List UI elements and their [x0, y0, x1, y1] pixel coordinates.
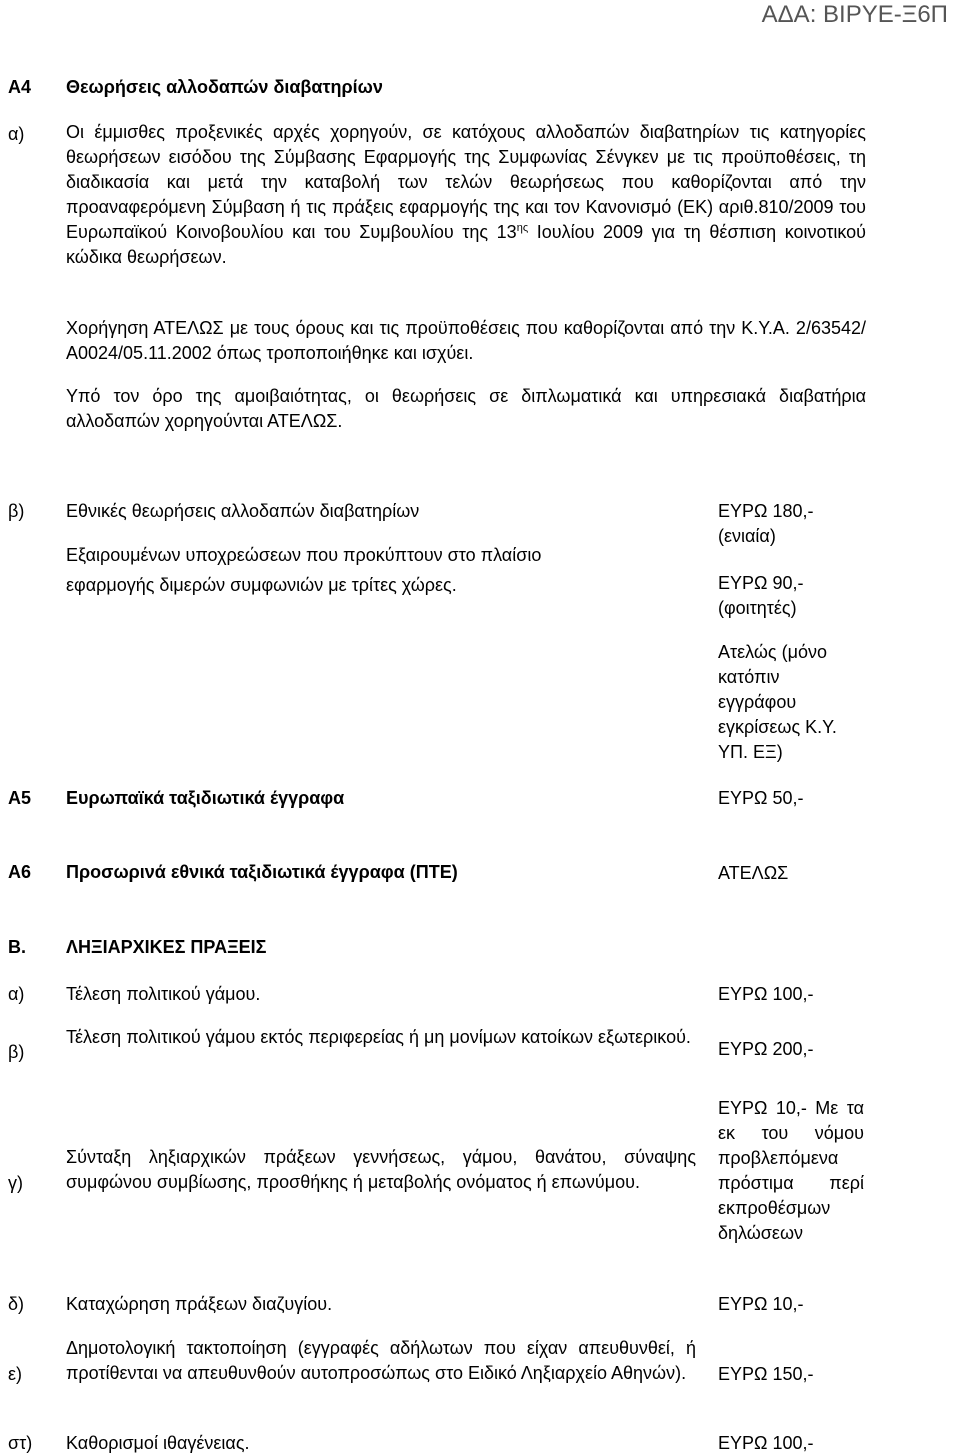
paragraph-tail-text: Ιουλίου 2009 για τη θέσπιση κοινοτικού κώδικα θεωρήσεων. [66, 222, 866, 267]
section-title-a5: Ευρωπαϊκά ταξιδιωτικά έγγραφα [66, 788, 345, 808]
fee-b-b: ΕΥΡΩ 200,- [718, 1039, 814, 1059]
item-label-a4-b: β) [8, 501, 25, 521]
item-label-b-b: β) [8, 1042, 25, 1062]
fee-b-c: ΕΥΡΩ 10,- Με τα εκ του νόμου προβλεπόμενα πρόστιμα περί εκπροθέσμων δηλώσεων [718, 1098, 864, 1243]
paragraph-a4-a-1 [66, 120, 866, 270]
paragraph-superscript: ης [516, 222, 529, 234]
item-text-b-e: Δημοτολογική τακτοποίηση (εγγραφές αδήλωτων που είχαν απευθυνθεί, ή προτίθενται να απευθυνθούν αυτοπροσώπως στο Ειδικό Ληξιαρχείο Αθηνών). [66, 1338, 696, 1383]
document-id-header: ΑΔΑ: ΒΙΡΥΕ-Ξ6Π [761, 1, 948, 28]
fee-b-e: ΕΥΡΩ 150,- [718, 1364, 814, 1384]
section-code-a6: Α6 [8, 862, 32, 882]
fee-b-f: ΕΥΡΩ 100,- [718, 1433, 814, 1453]
fee-a4-b-2: ΕΥΡΩ 90,- [718, 573, 804, 593]
fee-a4-b-3 [718, 640, 837, 765]
item-label-a4-a: α) [8, 124, 25, 144]
fee-a4-b-3-line: κατόπιν [718, 667, 780, 687]
item-label-b-c: γ) [8, 1173, 23, 1193]
item-text-b-f: Καθορισμοί ιθαγένειας. [66, 1433, 250, 1453]
section-title-b: ΛΗΞΙΑΡΧΙΚΕΣ ΠΡΑΞΕΙΣ [66, 937, 267, 957]
fee-a4-b-1: ΕΥΡΩ 180,- [718, 501, 814, 521]
section-code-b: Β. [8, 937, 26, 957]
item-title-a4-b: Εθνικές θεωρήσεις αλλοδαπών διαβατηρίων [66, 501, 420, 521]
item-exception-line-1: Εξαιρουμένων υποχρεώσεων που προκύπτουν στο πλαίσιο [66, 545, 542, 565]
section-title-a6: Προσωρινά εθνικά ταξιδιωτικά έγγραφα (ΠΤΕ) [66, 862, 458, 882]
fee-a6: ΑΤΕΛΩΣ [718, 863, 789, 883]
fee-a4-b-1-note: (ενιαία) [718, 526, 776, 546]
fee-a5: ΕΥΡΩ 50,- [718, 788, 804, 808]
fee-a4-b-3-line: εγκρίσεως Κ.Υ. [718, 717, 837, 737]
paragraph-main-text: Οι έμμισθες προξενικές αρχές χορηγούν, σε κατόχους αλλοδαπών διαβατηρίων τις κατηγορίες θεωρήσεων εισόδου της Σύμβασης Εφαρμογής της Συμφωνίας Σένγκεν με τις προϋποθέσεις, τη διαδικασία και μετά την καταβολή των τελών θεωρήσεως που καθορίζονται από την προαναφερόμενη Σύμβαση ή τις πράξεις εφαρμογής της και τον Κανονισμό (ΕΚ) αριθ.810/2009 του Ευρωπαϊκού Κοινοβουλίου και του Συμβουλίου της 13 [66, 122, 866, 242]
fee-a4-b-3-line: ΥΠ. ΕΞ) [718, 742, 783, 762]
fee-b-a: ΕΥΡΩ 100,- [718, 984, 814, 1004]
item-label-b-d: δ) [8, 1294, 25, 1314]
section-code-a5: Α5 [8, 788, 32, 808]
item-exception-line-2: εφαρμογής διμερών συμφωνιών με τρίτες χώρες. [66, 575, 457, 595]
fee-b-d: ΕΥΡΩ 10,- [718, 1294, 804, 1314]
fee-a4-b-2-note: (φοιτητές) [718, 598, 797, 618]
item-text-b-a: Τέλεση πολιτικού γάμου. [66, 984, 261, 1004]
item-text-b-c: Σύνταξη ληξιαρχικών πράξεων γεννήσεως, γάμου, θανάτου, σύναψης συμφώνου συμβίωσης, προσθήκης ή μεταβολής ονόματος ή επωνύμου. [66, 1147, 696, 1192]
item-label-b-a: α) [8, 984, 25, 1004]
section-title-a4: Θεωρήσεις αλλοδαπών διαβατηρίων [66, 77, 383, 97]
section-code-a4: Α4 [8, 77, 32, 97]
fee-a4-b-3-line: εγγράφου [718, 692, 797, 712]
paragraph-a4-a-2: Χορήγηση ΑΤΕΛΩΣ με τους όρους και τις προϋποθέσεις που καθορίζονται από την Κ.Υ.Α. 2/63542/Α0024/05.11.2002 όπως τροποποιήθηκε και ισχύει. [66, 318, 866, 363]
paragraph-a4-a-3: Υπό τον όρο της αμοιβαιότητας, οι θεωρήσεις σε διπλωματικά και υπηρεσιακά διαβατήρια αλλοδαπών χορηγούνται ΑΤΕΛΩΣ. [66, 386, 866, 431]
item-label-b-e: ε) [8, 1364, 23, 1384]
fee-a4-b-3-line: Ατελώς (μόνο [718, 642, 827, 662]
item-label-b-f: στ) [8, 1433, 33, 1453]
item-text-b-d: Καταχώρηση πράξεων διαζυγίου. [66, 1294, 333, 1314]
item-text-b-b: Τέλεση πολιτικού γάμου εκτός περιφερείας ή μη μονίμων κατοίκων εξωτερικού. [66, 1027, 691, 1047]
